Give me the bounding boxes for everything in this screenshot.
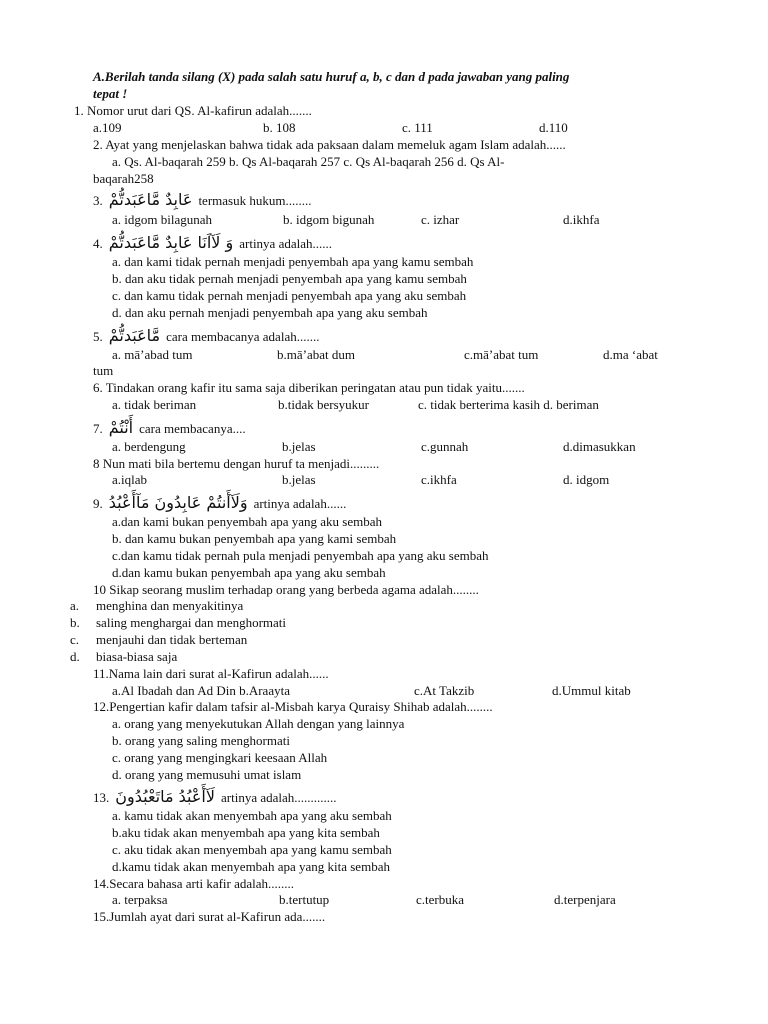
question-7 — [93, 418, 246, 438]
q1-option-b: b. 108 — [263, 120, 296, 135]
q4-option-a: a. dan kami tidak pernah menjadi penyembah apa yang kamu sembah — [112, 254, 474, 269]
q12-option-a: a. orang yang menyekutukan Allah dengan yang lainnya — [112, 716, 405, 731]
instruction-line-2: tepat ! — [93, 86, 128, 101]
q3-option-c: c. izhar — [421, 212, 460, 227]
q1-option-a: a.109 — [93, 120, 122, 135]
q11-option-a-b: a.Al Ibadah dan Ad Din b.Araayta — [112, 683, 290, 698]
question-5 — [93, 326, 319, 346]
q4-arabic-verse: وَ لَآاَنَا عَابِدٌ مَّاعَبَدتُّمْ — [108, 233, 234, 252]
q5-text: cara membacanya adalah....... — [166, 329, 320, 344]
q4-text: artinya adalah...... — [239, 236, 332, 251]
q6-option-c-d: c. tidak berterima kasih d. beriman — [418, 397, 599, 412]
question-15: 15.Jumlah ayat dari surat al-Kafirun ada....... — [93, 909, 326, 924]
q6-option-a: a. tidak beriman — [112, 397, 197, 412]
q5-option-d-wrap: tum — [93, 363, 114, 378]
q5-option-c: c.mā’abat tum — [464, 347, 539, 362]
q14-option-b: b.tertutup — [279, 892, 330, 907]
q9-option-b: b. dan kamu bukan penyembah apa yang kami sembah — [112, 531, 397, 546]
q12-option-d: d. orang yang memusuhi umat islam — [112, 767, 302, 782]
q14-option-d: d.terpenjara — [554, 892, 616, 907]
q7-number: 7. — [93, 421, 103, 436]
q12-option-c: c. orang yang mengingkari keesaan Allah — [112, 750, 328, 765]
q8-option-c: c.ikhfa — [421, 472, 457, 487]
q13-number: 13. — [93, 790, 110, 805]
q13-option-d: d.kamu tidak akan menyembah apa yang kita sembah — [112, 859, 390, 874]
q10-option-d-text: biasa-biasa saja — [96, 649, 178, 664]
q10-option-a-text: menghina dan menyakitinya — [96, 598, 244, 613]
q7-option-b: b.jelas — [282, 439, 316, 454]
q13-arabic-verse: لَآأَعْبُدُ مَاتَعْبُدُونَ — [115, 787, 215, 806]
question-4 — [93, 233, 332, 253]
q4-option-c: c. dan kamu tidak pernah menjadi penyembah apa yang aku sembah — [112, 288, 467, 303]
q7-text: cara membacanya.... — [139, 421, 246, 436]
question-12: 12.Pengertian kafir dalam tafsir al-Misbah karya Quraisy Shihab adalah........ — [93, 699, 493, 714]
q1-option-c: c. 111 — [402, 120, 433, 135]
q5-arabic-verse: مَّاعَبَدتُّمْ — [108, 326, 161, 345]
q3-number: 3. — [93, 193, 103, 208]
q3-option-d: d.ikhfa — [563, 212, 600, 227]
question-1: 1. Nomor urut dari QS. Al-kafirun adalah....... — [74, 103, 312, 118]
q10-option-b-letter: b. — [70, 615, 80, 630]
instruction-line-1: A.Berilah tanda silang (X) pada salah satu huruf a, b, c dan d pada jawaban yang paling — [93, 69, 570, 84]
question-11: 11.Nama lain dari surat al-Kafirun adalah...... — [93, 666, 329, 681]
q3-arabic-verse: عَابِدٌ مَّاعَبَدتُّمْ — [108, 190, 193, 209]
q1-option-d: d.110 — [539, 120, 568, 135]
q8-option-d: d. idgom — [563, 472, 610, 487]
q5-option-d: d.ma ‘abat — [603, 347, 658, 362]
question-9 — [93, 493, 346, 513]
q9-option-d: d.dan kamu bukan penyembah apa yang aku sembah — [112, 565, 386, 580]
q9-option-c: c.dan kamu tidak pernah pula menjadi penyembah apa yang aku sembah — [112, 548, 489, 563]
q7-option-a: a. berdengung — [112, 439, 186, 454]
q13-option-c: c. aku tidak akan menyembah apa yang kamu sembah — [112, 842, 392, 857]
q3-option-a: a. idgom bilagunah — [112, 212, 213, 227]
q5-number: 5. — [93, 329, 103, 344]
q8-option-b: b.jelas — [282, 472, 316, 487]
q10-option-c-text: menjauhi dan tidak berteman — [96, 632, 248, 647]
q8-option-a: a.iqlab — [112, 472, 148, 487]
q9-number: 9. — [93, 496, 103, 511]
q7-arabic-word: أَنْتُمْ — [108, 418, 134, 437]
q12-option-b: b. orang yang saling menghormati — [112, 733, 290, 748]
q4-option-d: d. dan aku pernah menjadi penyembah apa yang aku sembah — [112, 305, 428, 320]
q2-options-wrap: baqarah258 — [93, 171, 154, 186]
q9-option-a: a.dan kami bukan penyembah apa yang aku sembah — [112, 514, 383, 529]
q4-option-b: b. dan aku tidak pernah menjadi penyembah apa yang kamu sembah — [112, 271, 467, 286]
q10-option-b-text: saling menghargai dan menghormati — [96, 615, 287, 630]
q14-option-a: a. terpaksa — [112, 892, 168, 907]
q11-option-d: d.Ummul kitab — [552, 683, 631, 698]
question-3 — [93, 190, 311, 210]
q9-text: artinya adalah...... — [253, 496, 347, 511]
q5-option-a: a. mā’abad tum — [112, 347, 193, 362]
q3-text: termasuk hukum........ — [198, 193, 312, 208]
q11-option-c: c.At Takzib — [414, 683, 475, 698]
question-10: 10 Sikap seorang muslim terhadap orang yang berbeda agama adalah........ — [93, 582, 479, 597]
q2-options: a. Qs. Al-baqarah 259 b. Qs Al-baqarah 257 c. Qs Al-baqarah 256 d. Qs Al- — [112, 154, 505, 169]
question-13 — [93, 787, 337, 807]
question-8: 8 Nun mati bila bertemu dengan huruf ta menjadi......... — [93, 456, 380, 471]
q6-option-b: b.tidak bersyukur — [278, 397, 369, 412]
q10-option-c-letter: c. — [70, 632, 80, 647]
q10-option-a-letter: a. — [70, 598, 80, 613]
q7-option-c: c.gunnah — [421, 439, 469, 454]
q13-option-a: a. kamu tidak akan menyembah apa yang aku sembah — [112, 808, 392, 823]
q4-number: 4. — [93, 236, 103, 251]
q7-option-d: d.dimasukkan — [563, 439, 636, 454]
q13-text: artinya adalah............. — [221, 790, 337, 805]
q14-option-c: c.terbuka — [416, 892, 465, 907]
q13-option-b: b.aku tidak akan menyembah apa yang kita sembah — [112, 825, 380, 840]
q9-arabic-verse: وَلَآأَنتُمْ عَابِدُونَ مَآأَعْبُدُ — [108, 493, 248, 512]
q5-option-b: b.mā’abat dum — [277, 347, 355, 362]
question-2: 2. Ayat yang menjelaskan bahwa tidak ada paksaan dalam memeluk agam Islam adalah...... — [93, 137, 566, 152]
question-14: 14.Secara bahasa arti kafir adalah........ — [93, 876, 295, 891]
question-6: 6. Tindakan orang kafir itu sama saja diberikan peringatan atau pun tidak yaitu....... — [93, 380, 525, 395]
q3-option-b: b. idgom bigunah — [283, 212, 375, 227]
q10-option-d-letter: d. — [70, 649, 80, 664]
